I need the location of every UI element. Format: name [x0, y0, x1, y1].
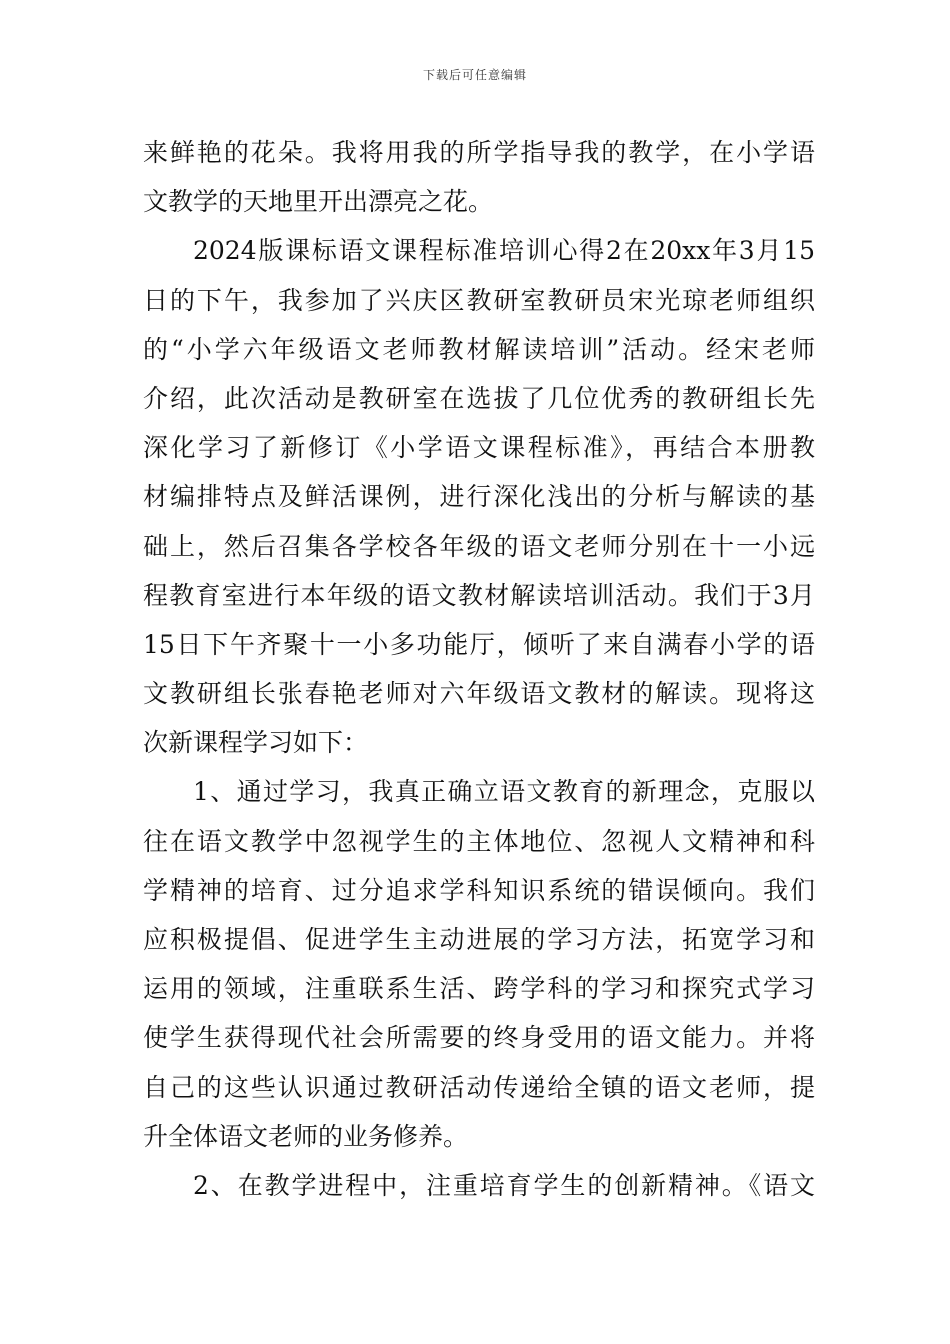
page-header: 下载后可任意编辑: [422, 68, 527, 82]
text-line: 2、在教学进程中，注重培育学生的创新精神。《语文: [193, 1170, 815, 1200]
text-line: 来鲜艳的花朵。我将用我的所学指导我的教学，在小学语: [143, 138, 815, 167]
text-line: 运用的领域，注重联系生活、跨学科的学习和探究式学习: [143, 974, 815, 1004]
text-line: 15日下午齐聚十一小多功能厅，倾听了来自满春小学的语: [143, 629, 815, 659]
text-line: 日的下午，我参加了兴庆区教研室教研员宋光琼老师组织: [143, 285, 815, 315]
text-line: 次新课程学习如下：: [143, 728, 369, 758]
document-body: [143, 128, 815, 1210]
text-line: 的“小学六年级语文老师教材解读培训”活动。经宋老师: [143, 334, 815, 364]
text-line: 升全体语文老师的业务修养。: [143, 1121, 469, 1151]
text-line: 往在语文教学中忽视学生的主体地位、忽视人文精神和科: [143, 826, 815, 856]
text-line: 文教研组长张春艳老师对六年级语文教材的解读。现将这: [143, 679, 815, 709]
text-line: 深化学习了新修订《小学语文课程标准》，再结合本册教: [143, 433, 815, 463]
text-line: 2024版课标语文课程标准培训心得2在20xx年3月15: [193, 236, 815, 266]
text-line: 础上，然后召集各学校各年级的语文老师分别在十一小远: [143, 531, 815, 561]
text-line: 自己的这些认识通过教研活动传递给全镇的语文老师，提: [143, 1072, 815, 1102]
text-line: 1、通过学习，我真正确立语文教育的新理念，克服以: [193, 777, 815, 807]
text-line: 文教学的天地里开出漂亮之花。: [143, 187, 494, 217]
text-line: 材编排特点及鲜活课例，进行深化浅出的分析与解读的基: [143, 482, 815, 512]
text-line: 介绍，此次活动是教研室在选拔了几位优秀的教研组长先: [143, 383, 815, 413]
text-line: 使学生获得现代社会所需要的终身受用的语文能力。并将: [143, 1023, 815, 1053]
text-line: 应积极提倡、促进学生主动进展的学习方法，拓宽学习和: [143, 925, 815, 954]
text-line: 学精神的培育、过分追求学科知识系统的错误倾向。我们: [143, 875, 815, 905]
text-line: 程教育室进行本年级的语文教材解读培训活动。我们于3月: [143, 580, 815, 610]
